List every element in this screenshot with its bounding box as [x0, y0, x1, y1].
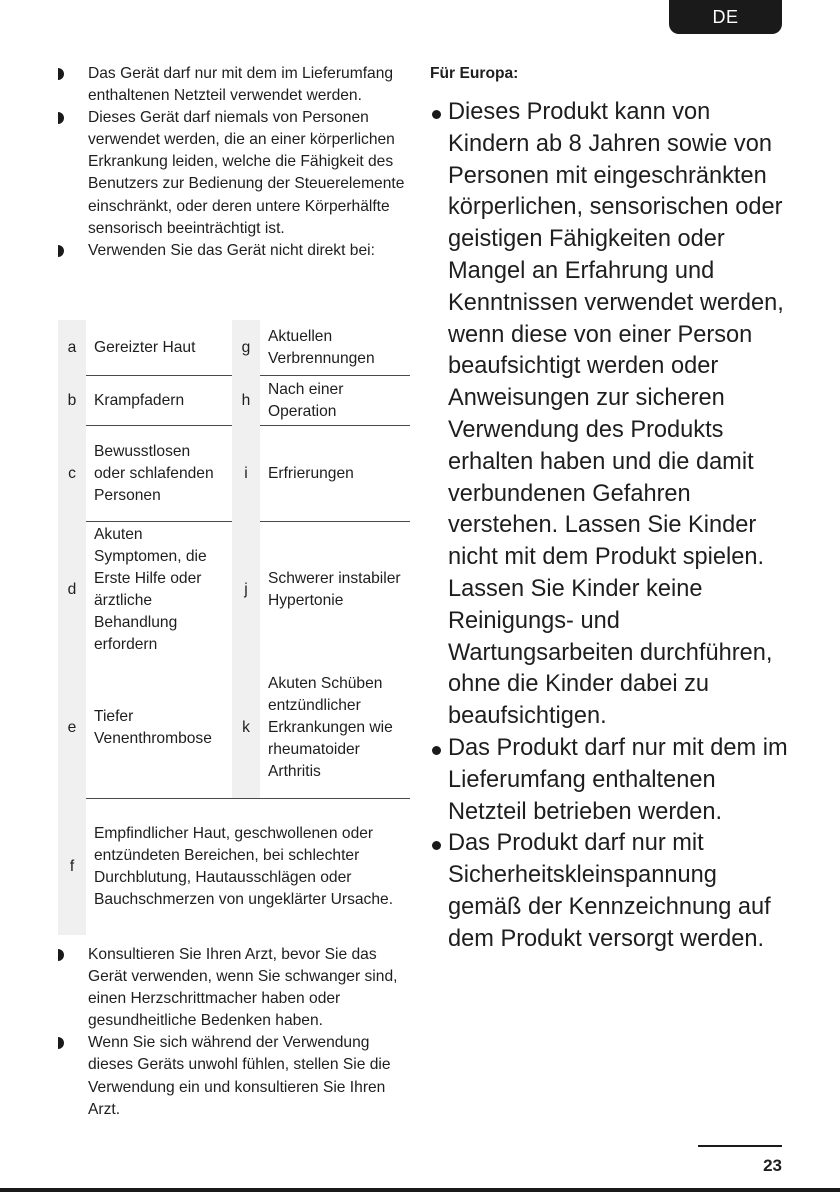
table-row: [58, 799, 410, 936]
row-letter: c: [58, 426, 86, 522]
condition-text: Schwerer instabiler Hypertonie: [260, 522, 410, 659]
row-letter: a: [58, 320, 86, 376]
condition-text: Bewusstlosen oder schlafenden Personen: [86, 426, 232, 522]
europe-list: [430, 97, 790, 956]
row-letter: b: [58, 376, 86, 426]
row-letter: i: [232, 426, 260, 522]
row-letter: f: [58, 799, 86, 936]
bullet-icon: [432, 746, 441, 755]
condition-text: Nach einer Operation: [260, 376, 410, 426]
page-number: 23: [763, 1156, 782, 1175]
table-row: [58, 522, 410, 659]
condition-text: Empfindlicher Haut, geschwollenen oder entzündeten Bereichen, bei schlechter Durchblutung, Hautausschlägen oder Bauchschmerzen von ungeklärter Ursache.: [86, 799, 410, 936]
list-item: Konsultieren Sie Ihren Arzt, bevor Sie das Gerät verwenden, wenn Sie schwanger sind, einen Herzschrittmacher haben oder gesundheitliche Bedenken haben.: [58, 944, 410, 1032]
list-item: Verwenden Sie das Gerät nicht direkt bei:: [58, 240, 410, 262]
table-row: [58, 426, 410, 522]
table-row: [58, 658, 410, 799]
contraindication-table: [58, 320, 410, 935]
list-item: Dieses Gerät darf niemals von Personen verwendet werden, die an einer körperlichen Erkrankung leiden, welche die Fähigkeit des Benutzers zur Bedienung der Steuerelemente einschränkt, oder deren untere Körperhälfte sensorisch beeinträchtigt ist.: [58, 107, 410, 240]
row-letter: j: [232, 522, 260, 659]
row-letter: e: [58, 658, 86, 799]
condition-text: Erfrierungen: [260, 426, 410, 522]
list-item: Dieses Produkt kann von Kindern ab 8 Jahren sowie von Personen mit eingeschränkten körperlichen, sensorischen oder geistigen Fähigkeiten oder Mangel an Erfahrung und Kenntnissen verwendet werden, wenn diese von einer Person beaufsichtigt werden oder Anweisungen zur sicheren Verwendung des Produkts erhalten haben und die damit verbundenen Gefahren verstehen. Lassen Sie Kinder nicht mit dem Produkt spielen. Lassen Sie Kinder keine Reinigungs- und Wartungsarbeiten durchführen, ohne die Kinder dabei zu beaufsichtigen.: [430, 97, 790, 733]
list-item: Das Gerät darf nur mit dem im Lieferumfang enthaltenen Netzteil verwendet werden.: [58, 63, 410, 107]
section-heading: Für Europa:: [430, 65, 519, 82]
bullet-icon: [58, 1037, 64, 1049]
bullet-icon: [58, 112, 64, 124]
list-item: Das Produkt darf nur mit Sicherheitskleinspannung gemäß der Kennzeichnung auf dem Produkt versorgt werden.: [430, 828, 790, 955]
warning-list-top: [58, 63, 410, 262]
warning-list-bottom: [58, 944, 410, 1121]
table-row: [58, 320, 410, 376]
bullet-icon: [432, 110, 441, 119]
condition-text: Krampfadern: [86, 376, 232, 426]
left-column: [58, 63, 410, 262]
bullet-icon: [58, 245, 64, 257]
row-letter: d: [58, 522, 86, 659]
footer-divider: [698, 1145, 782, 1147]
condition-text: Tiefer Venenthrombose: [94, 708, 212, 747]
right-column: [430, 63, 790, 956]
bottom-rule: [0, 1188, 840, 1192]
condition-text: Akuten Schüben entzündlicher Erkrankungen wie rheumatoider Arthritis: [268, 675, 393, 780]
row-letter: k: [232, 658, 260, 799]
bullet-icon: [58, 68, 64, 80]
table-row: [58, 376, 410, 426]
row-letter: g: [232, 320, 260, 376]
language-tab: DE: [669, 0, 782, 34]
condition-text: Aktuellen Verbrennungen: [268, 327, 375, 367]
list-item: Das Produkt darf nur mit dem im Lieferumfang enthaltenen Netzteil betrieben werden.: [430, 733, 790, 828]
condition-text: Gereizter Haut: [94, 338, 196, 356]
row-letter: h: [232, 376, 260, 426]
bullet-icon: [432, 841, 441, 850]
condition-text: Akuten Symptomen, die Erste Hilfe oder ärztliche Behandlung erfordern: [86, 522, 232, 659]
bullet-icon: [58, 949, 64, 961]
list-item: Wenn Sie sich während der Verwendung dieses Geräts unwohl fühlen, stellen Sie die Verwendung ein und konsultieren Sie Ihren Arzt.: [58, 1032, 410, 1120]
warning-list-bottom-wrapper: [58, 944, 410, 1121]
